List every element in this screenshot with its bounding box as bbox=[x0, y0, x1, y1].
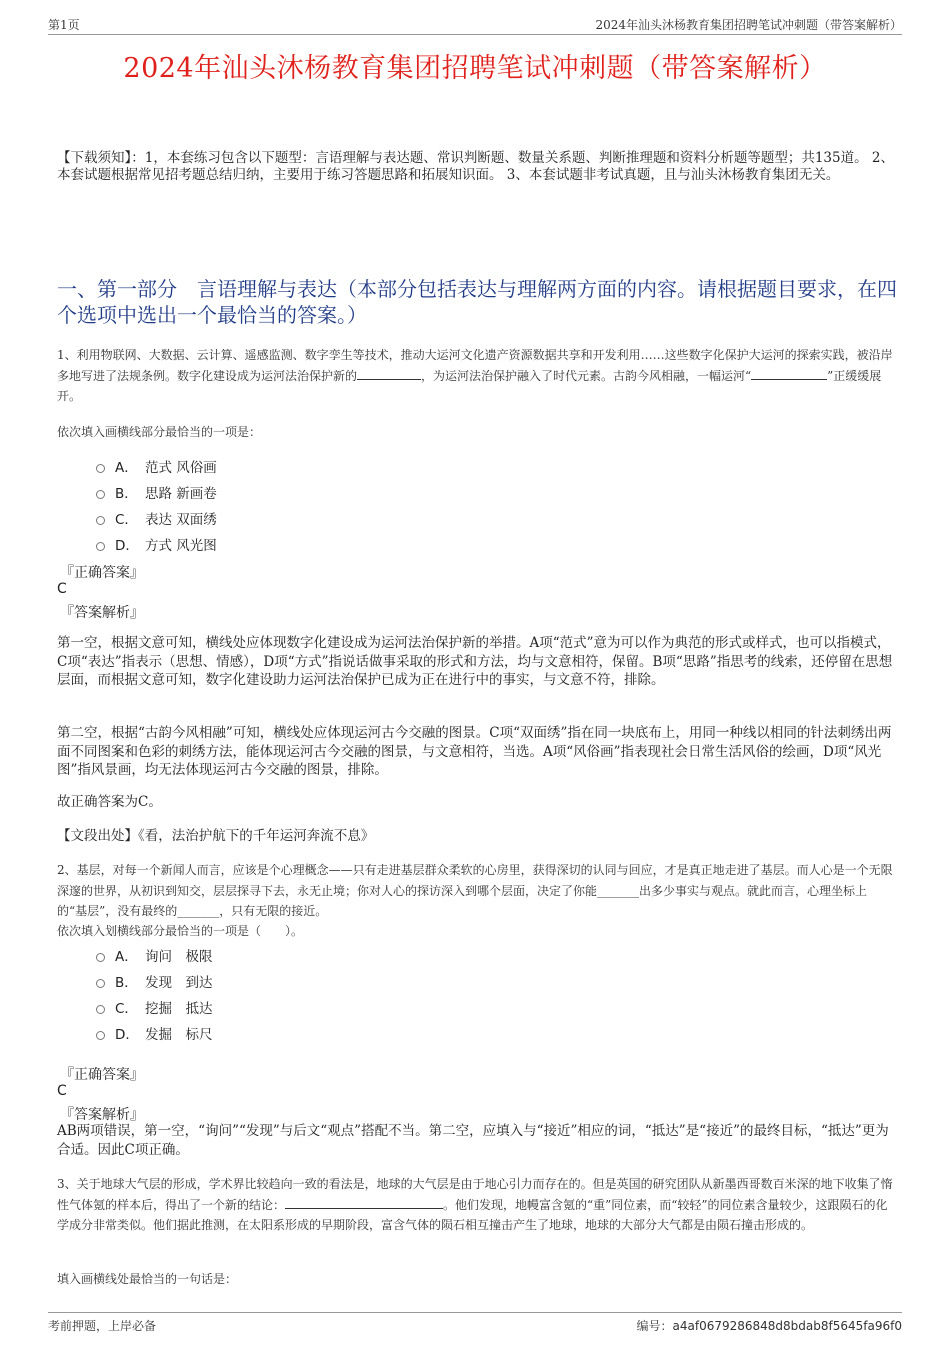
answer-label: 『正确答案』 bbox=[60, 1067, 144, 1083]
page-title: 2024年汕头沐杨教育集团招聘笔试冲刺题（带答案解析） bbox=[123, 53, 827, 84]
question-3-prompt: 填入画横线处最恰当的一句话是： bbox=[57, 1272, 238, 1286]
header-doc-title: 2024年汕头沐杨教育集团招聘笔试冲刺题（带答案解析） bbox=[595, 18, 902, 32]
option-b[interactable]: B． 发现 到达 bbox=[96, 968, 213, 994]
option-a[interactable]: A． 询问 极限 bbox=[96, 942, 213, 968]
radio-icon[interactable] bbox=[96, 1005, 105, 1014]
question-2-prompt: 依次填入划横线部分最恰当的一项是（ ）。 bbox=[57, 924, 304, 938]
question-1-options bbox=[96, 453, 217, 557]
analysis-paragraph: 第一空，根据文意可知，横线处应体现数字化建设成为运河法治保护新的举措。A项“范式”意为可以作为典范的形式或样式，也可以指模式，C项“表达”指表示（思想、情感），D项“方式”指说话做事采取的形式和方法，均与文意相符，保留。B项“思路”指思考的线索，还停留在思想层面，而根据文意可知，数字化建设助力运河法治保护已成为正在进行中的事实，与文意不符，排除。 bbox=[57, 635, 893, 688]
question-2-options bbox=[96, 942, 213, 1046]
radio-icon[interactable] bbox=[96, 542, 105, 551]
radio-icon[interactable] bbox=[96, 1031, 105, 1040]
blank-2 bbox=[751, 367, 827, 380]
question-1-text: 1、利用物联网、大数据、云计算、遥感监测、数字孪生等技术，推动大运河文化遗产资源数据共享和开发利用……这些数字化保护大运河的探索实践，被沿岸多地写进了法规条例。数字化建设成为运河法治保护新的 ，为运河法治保护融入了时代元素。古韵今风相融，一幅运河“ ”正缓缓展开。 bbox=[57, 348, 893, 403]
document-code: 编号：a4af0679286848d8bdab8f5645fa96f0 bbox=[636, 1319, 902, 1333]
analysis-conclusion: 故正确答案为C。 bbox=[57, 794, 162, 810]
question-2-text: 2、基层，对每一个新闻人而言，应该是个心理概念——只有走进基层群众柔软的心房里，获得深切的认同与回应，才是真正地走进了基层。而人心是一个无限深邃的世界，从初识到知交，层层探寻下去，永无止境；你对人心的探访深入到哪个层面，决定了你能_______出多少事实与观点。就此而言，心理坐标上的“基层”，没有最终的_______，只有无限的接近。 bbox=[57, 863, 893, 918]
option-b[interactable]: B． 思路 新画卷 bbox=[96, 479, 217, 505]
page-header bbox=[48, 14, 902, 35]
page-footer bbox=[48, 1312, 902, 1337]
option-c[interactable]: C． 表达 双面绣 bbox=[96, 505, 217, 531]
option-c[interactable]: C． 挖掘 抵达 bbox=[96, 994, 213, 1020]
source-citation: 【文段出处】《看，法治护航下的千年运河奔流不息》 bbox=[57, 828, 375, 844]
question-3-text: 3、关于地球大气层的形成，学术界比较趋向一致的看法是，地球的大气层是由于地心引力而存在的。但是英国的研究团队从新墨西哥数百米深的地下收集了惰性气体氪的样本后，得出了一个新的结论： 。他们发现，地幔富含氪的“重”同位素，而“较轻”的同位素含量较少，这跟陨石的化学成分非常类似。他们据此推测，在太阳系形成的早期阶段，富含气体的陨石相互撞击产生了地球，地球的大部分大气都是由陨石撞击形成的。 bbox=[57, 1177, 893, 1232]
correct-answer: C bbox=[57, 1083, 67, 1099]
page-number: 第1页 bbox=[48, 18, 80, 32]
radio-icon[interactable] bbox=[96, 979, 105, 988]
analysis-label: 『答案解析』 bbox=[60, 1107, 144, 1123]
blank-1 bbox=[285, 1196, 443, 1209]
radio-icon[interactable] bbox=[96, 953, 105, 962]
blank-1 bbox=[357, 367, 421, 380]
answer-label: 『正确答案』 bbox=[60, 565, 144, 581]
radio-icon[interactable] bbox=[96, 516, 105, 525]
correct-answer: C bbox=[57, 581, 67, 597]
radio-icon[interactable] bbox=[96, 490, 105, 499]
section-heading: 一、第一部分 言语理解与表达（本部分包括表达与理解两方面的内容。请根据题目要求，在四个选项中选出一个最恰当的答案。） bbox=[57, 277, 897, 327]
analysis-paragraph: AB两项错误，第一空，“询问”“发现”与后文“观点”搭配不当。第二空，应填入与“接近”相应的词，“抵达”是“接近”的最终目标，“抵达”更为合适。因此C项正确。 bbox=[57, 1123, 889, 1158]
analysis-paragraph: 第二空，根据“古韵今风相融”可知，横线处应体现运河古今交融的图景。C项“双面绣”指在同一块底布上，用同一种线以相同的针法刺绣出两面不同图案和色彩的刺绣方法，能体现运河古今交融的图景，与文意相符，当选。A项“风俗画”指表现社会日常生活风俗的绘画，D项“风光图”指风景画，均无法体现运河古今交融的图景，排除。 bbox=[57, 725, 892, 778]
option-d[interactable]: D． 发掘 标尺 bbox=[96, 1020, 213, 1046]
analysis-label: 『答案解析』 bbox=[60, 605, 144, 621]
radio-icon[interactable] bbox=[96, 464, 105, 473]
download-notice: 【下载须知】：1，本套练习包含以下题型：言语理解与表达题、常识判断题、数量关系题、判断推理题和资料分析题等题型；共135道。 2、本套试题根据常见招考题总结归纳，主要用于练习答题思路和拓展知识面。 3、本套试题非考试真题，且与汕头沐杨教育集团无关。 bbox=[57, 150, 894, 183]
question-1-prompt: 依次填入画横线部分最恰当的一项是： bbox=[57, 425, 262, 439]
option-a[interactable]: A． 范式 风俗画 bbox=[96, 453, 217, 479]
footer-slogan: 考前押题，上岸必备 bbox=[48, 1319, 157, 1333]
option-d[interactable]: D． 方式 风光图 bbox=[96, 531, 217, 557]
